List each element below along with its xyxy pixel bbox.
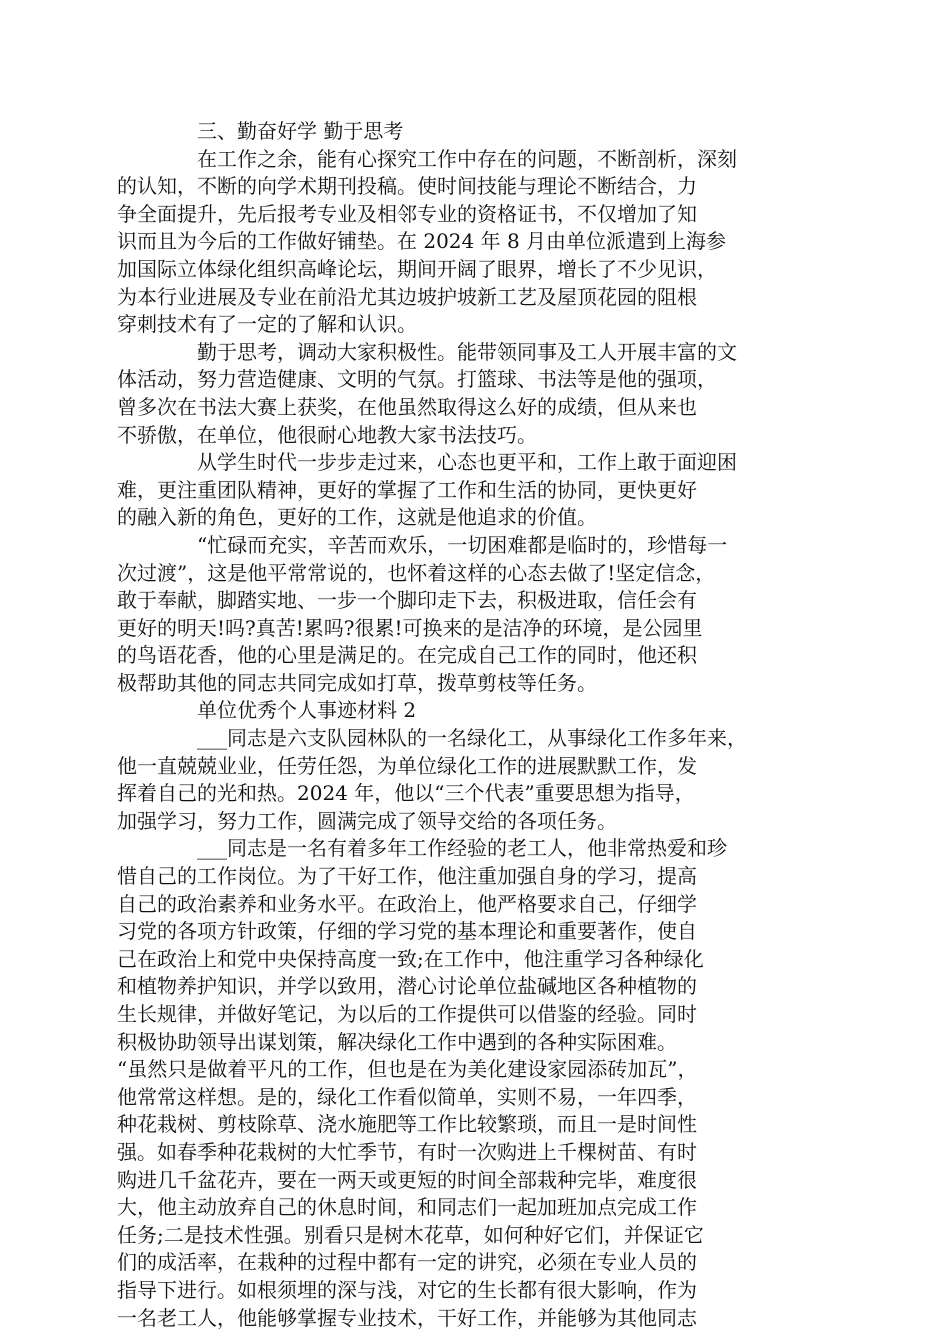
text-line: 一名老工人，他能够掌握专业技术，干好工作，并能够为其他同志 bbox=[117, 1305, 697, 1330]
text-line: 惜自己的工作岗位。为了干好工作，他注重加强自身的学习，提高 bbox=[117, 864, 697, 889]
text-line: 大，他主动放弃自己的休息时间，和同志们一起加班加点完成工作 bbox=[117, 1195, 697, 1220]
text-line: 己在政治上和党中央保持高度一致;在工作中，他注重学习各种绿化 bbox=[117, 946, 704, 971]
text-line: 更好的明天!吗?真苦!累吗?很累!可换来的是洁净的环境，是公园里 bbox=[117, 615, 703, 640]
text-line: 指导下进行。如根须埋的深与浅，对它的生长都有很大影响，作为 bbox=[117, 1277, 697, 1302]
text-line: 任务;二是技术性强。别看只是树木花草，如何种好它们，并保证它 bbox=[117, 1222, 704, 1247]
text-line: 难，更注重团队精神，更好的掌握了工作和生活的协同，更快更好 bbox=[117, 477, 697, 502]
text-line: ___同志是六支队园林队的一名绿化工，从事绿化工作多年来， bbox=[197, 726, 747, 751]
text-line: “虽然只是做着平凡的工作，但也是在为美化建设家园添砖加瓦”， bbox=[117, 1057, 698, 1082]
text-line: 生长规律，并做好笔记，为以后的工作提供可以借鉴的经验。同时 bbox=[117, 1002, 697, 1026]
text-line: 加强学习，努力工作，圆满完成了领导交给的各项任务。 bbox=[117, 808, 617, 833]
text-line: 的融入新的角色，更好的工作，这就是他追求的价值。 bbox=[117, 505, 597, 530]
text-line: 争全面提升，先后报考专业及相邻专业的资格证书，不仅增加了知 bbox=[117, 201, 697, 226]
text-line: 他一直兢兢业业，任劳任怨，为单位绿化工作的进展默默工作，发 bbox=[117, 753, 697, 778]
text-line: 和植物养护知识，并学以致用，潜心讨论单位盐碱地区各种植物的 bbox=[117, 974, 697, 999]
text-line: 在工作之余，能有心探究工作中存在的问题，不断剖析，深刻 bbox=[197, 146, 737, 171]
text-line: 加国际立体绿化组织高峰论坛，期间开阔了眼界，增长了不少见识， bbox=[117, 256, 717, 281]
text-line: 三、勤奋好学 勤于思考 bbox=[197, 119, 404, 143]
text-line: 购进几千盆花卉，要在一两天或更短的时间全部栽种完毕，难度很 bbox=[117, 1167, 697, 1192]
text-line: 不骄傲，在单位，他很耐心地教大家书法技巧。 bbox=[117, 422, 537, 447]
text-line: 习党的各项方针政策，仔细的学习党的基本理论和重要著作，使自 bbox=[117, 919, 697, 944]
text-line: 的认知，不断的向学术期刊投稿。使时间技能与理论不断结合，力 bbox=[117, 174, 697, 199]
text-line: 们的成活率，在栽种的过程中都有一定的讲究，必须在专业人员的 bbox=[117, 1250, 697, 1275]
text-line: 种花栽树、剪枝除草、浇水施肥等工作比较繁琐，而且一是时间性 bbox=[117, 1112, 697, 1137]
text-line: 强。如春季种花栽树的大忙季节，有时一次购进上千棵树苗、有时 bbox=[117, 1139, 697, 1164]
text-line: 勤于思考，调动大家积极性。能带领同事及工人开展丰富的文 bbox=[197, 339, 737, 364]
text-line: “忙碌而充实，辛苦而欢乐，一切困难都是临时的，珍惜每一 bbox=[197, 532, 728, 557]
text-line: 穿刺技术有了一定的了解和认识。 bbox=[117, 312, 417, 337]
text-line: 为本行业进展及专业在前沿尤其边坡护坡新工艺及屋顶花园的阻根 bbox=[117, 284, 697, 309]
document-body bbox=[117, 118, 829, 1332]
text-line: 的鸟语花香，他的心里是满足的。在完成自己工作的同时，他还积 bbox=[117, 643, 697, 668]
text-line: 体活动，努力营造健康、文明的气氛。打篮球、书法等是他的强项， bbox=[117, 367, 717, 392]
text-line: 极帮助其他的同志共同完成如打草，拨草剪枝等任务。 bbox=[117, 670, 597, 695]
text-line: 自己的政治素养和业务水平。在政治上，他严格要求自己，仔细学 bbox=[117, 891, 697, 916]
text-line: 从学生时代一步步走过来，心态也更平和，工作上敢于面迎困 bbox=[197, 450, 737, 475]
text-line: 单位优秀个人事迹材料 2 bbox=[197, 698, 417, 723]
text-line: 敢于奉献，脚踏实地、一步一个脚印走下去，积极进取，信任会有 bbox=[117, 588, 697, 613]
text-line: 挥着自己的光和热。2024 年，他以“三个代表”重要思想为指导， bbox=[117, 781, 695, 806]
text-line: 识而且为今后的工作做好铺垫。在 2024 年 8 月由单位派遣到上海参 bbox=[117, 229, 727, 254]
text-line: 他常常这样想。是的，绿化工作看似简单，实则不易，一年四季， bbox=[117, 1084, 697, 1109]
text-line: 积极协助领导出谋划策，解决绿化工作中遇到的各种实际困难。 bbox=[117, 1029, 677, 1054]
text-line: 曾多次在书法大赛上获奖，在他虽然取得这么好的成绩，但从来也 bbox=[117, 394, 697, 419]
text-line: 次过渡”，这是他平常常说的，也怀着这样的心态去做了!坚定信念， bbox=[117, 560, 716, 585]
text-line: ___同志是一名有着多年工作经验的老工人，他非常热爱和珍 bbox=[197, 836, 727, 861]
